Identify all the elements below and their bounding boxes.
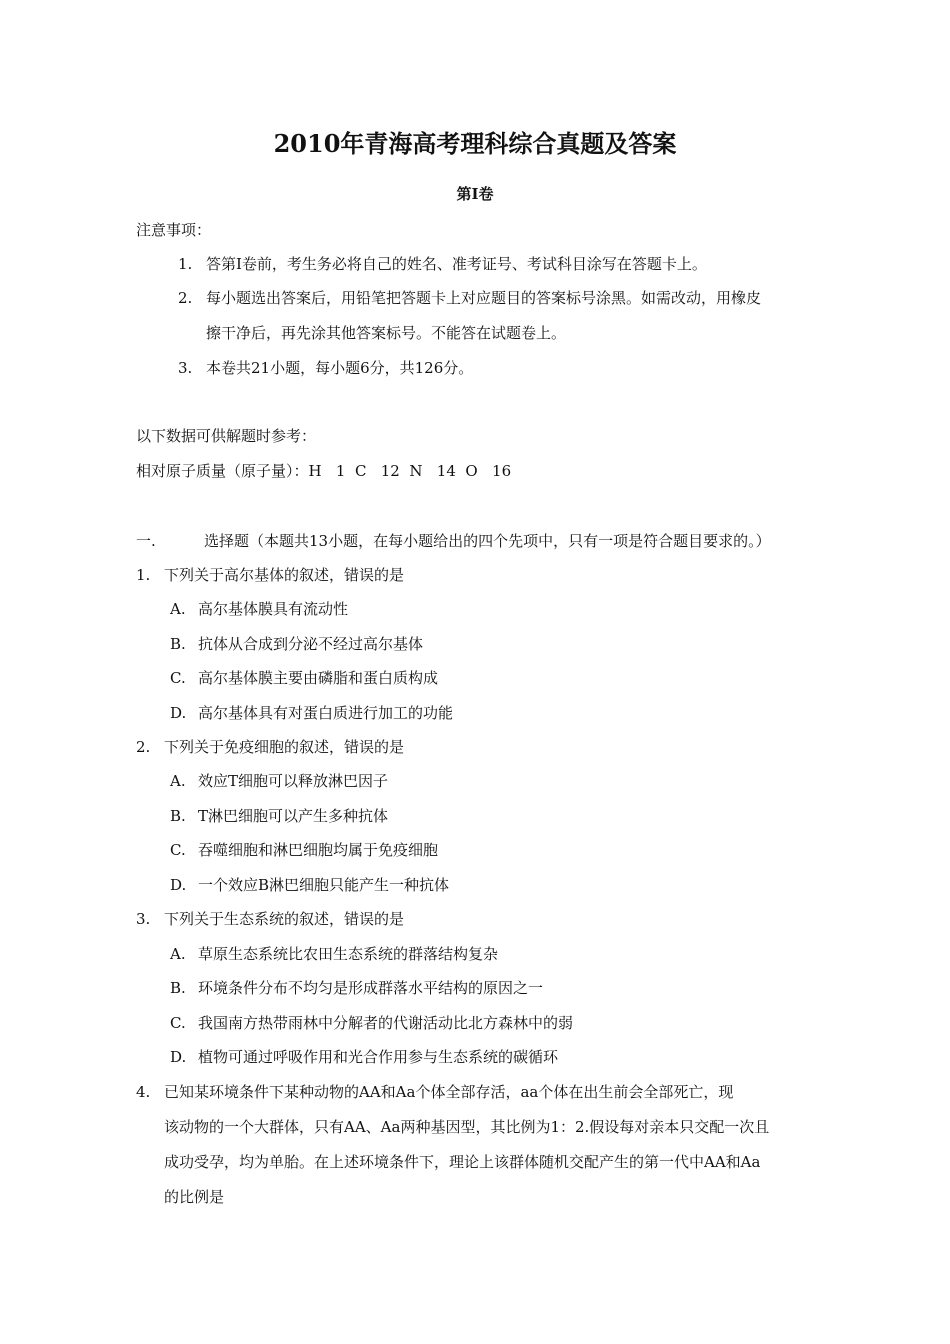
option-text: 高尔基体具有对蛋白质进行加工的功能	[198, 704, 454, 722]
option-label: C.	[170, 841, 186, 859]
option-label: B.	[170, 635, 186, 653]
option-label: A.	[170, 772, 186, 790]
notice-item-text: 答第Ⅰ卷前，考生务必将自己的姓名、准考证号、考试科目涂写在答题卡上。	[206, 255, 707, 273]
option-text: 抗体从合成到分泌不经过高尔基体	[198, 635, 424, 653]
option-text: 效应T细胞可以释放淋巴因子	[198, 772, 389, 790]
notice-item-text: 每小题选出答案后，用铅笔把答题卡上对应题目的答案标号涂黑。如需改动，用橡皮	[206, 289, 762, 307]
question-stem: 下列关于生态系统的叙述，错误的是	[164, 910, 405, 928]
question-number: 3.	[136, 910, 151, 928]
notice-item-number: 3.	[178, 359, 193, 377]
option-text: 环境条件分布不均匀是形成群落水平结构的原因之一	[198, 979, 544, 997]
option-text: 高尔基体膜主要由磷脂和蛋白质构成	[198, 669, 439, 687]
option-label: D.	[170, 876, 187, 894]
option-label: B.	[170, 807, 186, 825]
notice-item-number: 2.	[178, 289, 193, 307]
question-stem: 已知某环境条件下某种动物的AA和Aa个体全部存活，aa个体在出生前会全部死亡，现	[164, 1083, 734, 1101]
page-title: 2010年青海高考理科综合真题及答案	[273, 129, 677, 158]
option-text: 植物可通过呼吸作用和光合作用参与生态系统的碳循环	[198, 1048, 559, 1066]
question-stem: 该动物的一个大群体，只有AA、Aa两种基因型，其比例为1：2.假设每对亲本只交配一次且	[164, 1118, 770, 1136]
question-number: 2.	[136, 738, 151, 756]
option-label: A.	[170, 600, 186, 618]
question-stem: 的比例是	[164, 1188, 225, 1206]
notice-item-number: 1.	[178, 255, 193, 273]
notice-item-text: 擦干净后，再先涂其他答案标号。不能答在试题卷上。	[206, 324, 567, 342]
option-text: 草原生态系统比农田生态系统的群落结构复杂	[198, 945, 499, 963]
question-stem: 成功受孕，均为单胎。在上述环境条件下，理论上该群体随机交配产生的第一代中AA和Aa	[164, 1153, 761, 1171]
option-label: C.	[170, 669, 186, 687]
option-text: 一个效应B淋巴细胞只能产生一种抗体	[198, 876, 450, 894]
question-stem: 下列关于免疫细胞的叙述，错误的是	[164, 738, 405, 756]
notice-item-text: 本卷共21小题，每小题6分，共126分。	[206, 359, 474, 377]
reference-intro: 以下数据可供解题时参考：	[136, 427, 317, 445]
notice-heading: 注意事项：	[136, 221, 212, 239]
question-number: 1.	[136, 566, 151, 584]
option-label: D.	[170, 704, 187, 722]
option-text: 我国南方热带雨林中分解者的代谢活动比北方森林中的弱	[198, 1014, 574, 1032]
section-instruction: 选择题（本题共13小题，在每小题给出的四个先项中，只有一项是符合题目要求的。）	[204, 532, 771, 550]
option-text: T淋巴细胞可以产生多种抗体	[198, 807, 389, 825]
question-number: 4.	[136, 1083, 151, 1101]
option-label: D.	[170, 1048, 187, 1066]
volume-heading: 第Ⅰ卷	[456, 185, 494, 203]
atomic-mass-line: 相对原子质量（原子量）：H 1 C 12 N 14 O 16	[136, 462, 512, 480]
option-text: 吞噬细胞和淋巴细胞均属于免疫细胞	[198, 841, 439, 859]
question-stem: 下列关于高尔基体的叙述，错误的是	[164, 566, 405, 584]
section-number: 一.	[136, 532, 156, 550]
option-label: C.	[170, 1014, 186, 1032]
option-label: A.	[170, 945, 186, 963]
option-label: B.	[170, 979, 186, 997]
option-text: 高尔基体膜具有流动性	[198, 600, 349, 618]
